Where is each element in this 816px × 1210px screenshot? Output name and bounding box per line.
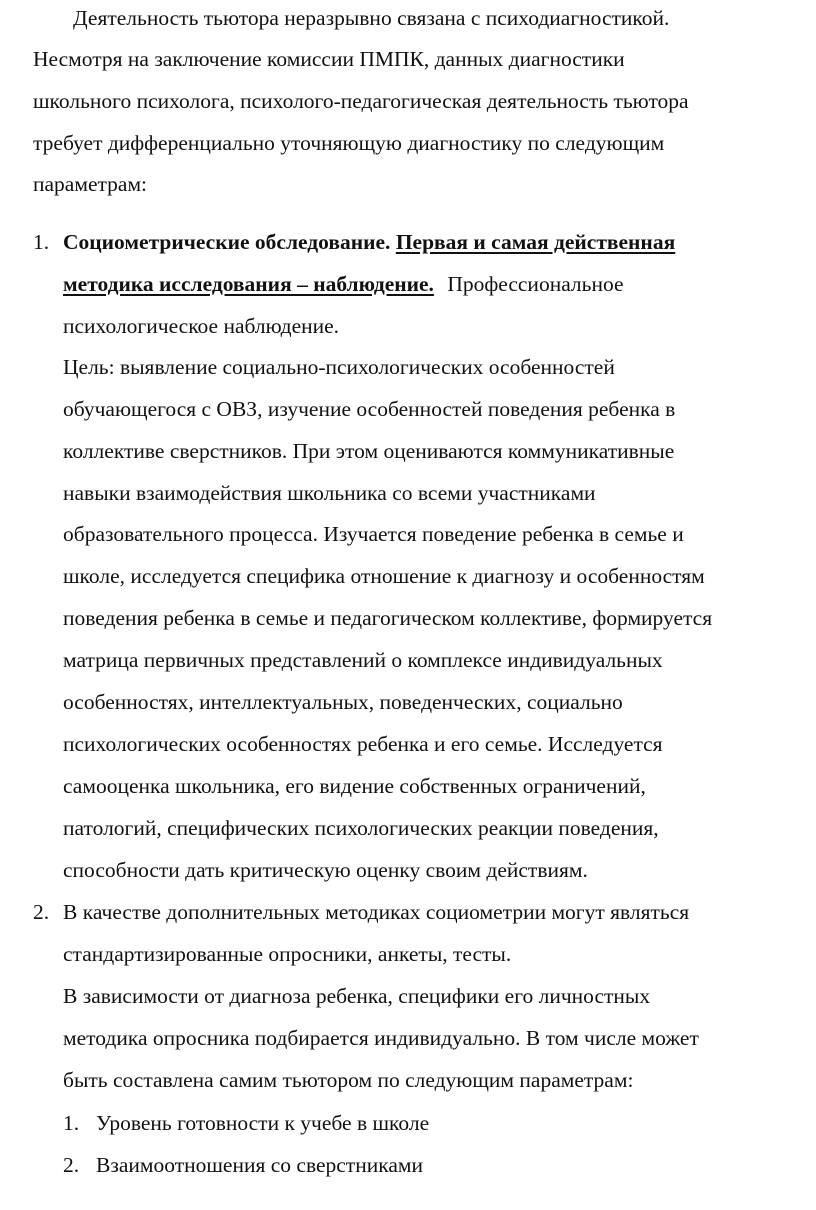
list-item-1-line-3: психологическое наблюдение. xyxy=(63,314,340,338)
list-item-1-after-title: Профессиональное xyxy=(447,272,624,296)
intro-line-3: школьного психолога, психолого-педагогическая деятельность тьютора xyxy=(33,89,689,113)
list-item-1-body-line: школе, исследуется специфика отношение к диагнозу и особенностям xyxy=(63,564,705,588)
intro-line-1: Деятельность тьютора неразрывно связана с психодиагностикой. xyxy=(73,6,670,30)
list-item-1-title-underlined-2: методика исследования – наблюдение. xyxy=(63,272,434,296)
list-item-2-line: В зависимости от диагноза ребенка, специфики его личностных xyxy=(63,984,651,1008)
intro-line-5: параметрам: xyxy=(33,172,148,196)
intro-line-4: требует дифференциально уточняющую диагностику по следующим xyxy=(33,131,665,155)
list-item-1-body-line: навыки взаимодействия школьника со всеми участниками xyxy=(63,481,596,505)
list-item-1-number: 1. xyxy=(33,230,50,254)
list-item-1-body-line: способности дать критическую оценку своим действиям. xyxy=(63,858,588,882)
list-item-1-title-bold: Социометрические обследование. xyxy=(63,230,391,254)
list-item-1-body-line: поведения ребенка в семье и педагогическом коллективе, формируется xyxy=(63,606,713,630)
intro-line-2: Несмотря на заключение комиссии ПМПК, данных диагностики xyxy=(33,47,625,71)
sub-item-number: 1. xyxy=(63,1111,80,1135)
list-item-2-line: В качестве дополнительных методиках социометрии могут являться xyxy=(63,900,690,924)
list-item-1-title-underlined-1: Первая и самая действенная xyxy=(395,230,676,254)
sub-item-text: Взаимоотношения со сверстниками xyxy=(96,1153,423,1177)
list-item-1-body-line: патологий, специфических психологических реакции поведения, xyxy=(63,816,659,840)
sub-item-number: 2. xyxy=(63,1153,80,1177)
sub-item-text: Уровень готовности к учебе в школе xyxy=(96,1111,430,1135)
list-item-1-body-line: психологических особенностях ребенка и его семье. Исследуется xyxy=(63,732,663,756)
list-item-2-line: методика опросника подбирается индивидуально. В том числе может xyxy=(63,1026,699,1050)
list-item-2-line: быть составлена самим тьютором по следующим параметрам: xyxy=(63,1068,634,1092)
list-item-1-body-line: образовательного процесса. Изучается поведение ребенка в семье и xyxy=(63,522,684,546)
list-item-1-body-line: обучающегося с ОВЗ, изучение особенностей поведения ребенка в xyxy=(63,397,676,421)
list-item-1-body-line: коллективе сверстников. При этом оцениваются коммуникативные xyxy=(63,439,675,463)
list-item-2-number: 2. xyxy=(33,900,50,924)
list-item-1-body-line: самооценка школьника, его видение собственных ограничений, xyxy=(63,774,646,798)
list-item-1-body-line: Цель: выявление социально-психологических особенностей xyxy=(63,355,615,379)
list-item-1-body-line: матрица первичных представлений о комплексе индивидуальных xyxy=(63,648,663,672)
list-item-1-body-line: особенностях, интеллектуальных, поведенческих, социально xyxy=(63,690,623,714)
list-item-1-title-line-1 xyxy=(63,229,675,255)
list-item-1-title-line-2 xyxy=(63,271,624,297)
list-item-2-line: стандартизированные опросники, анкеты, тесты. xyxy=(63,942,512,966)
